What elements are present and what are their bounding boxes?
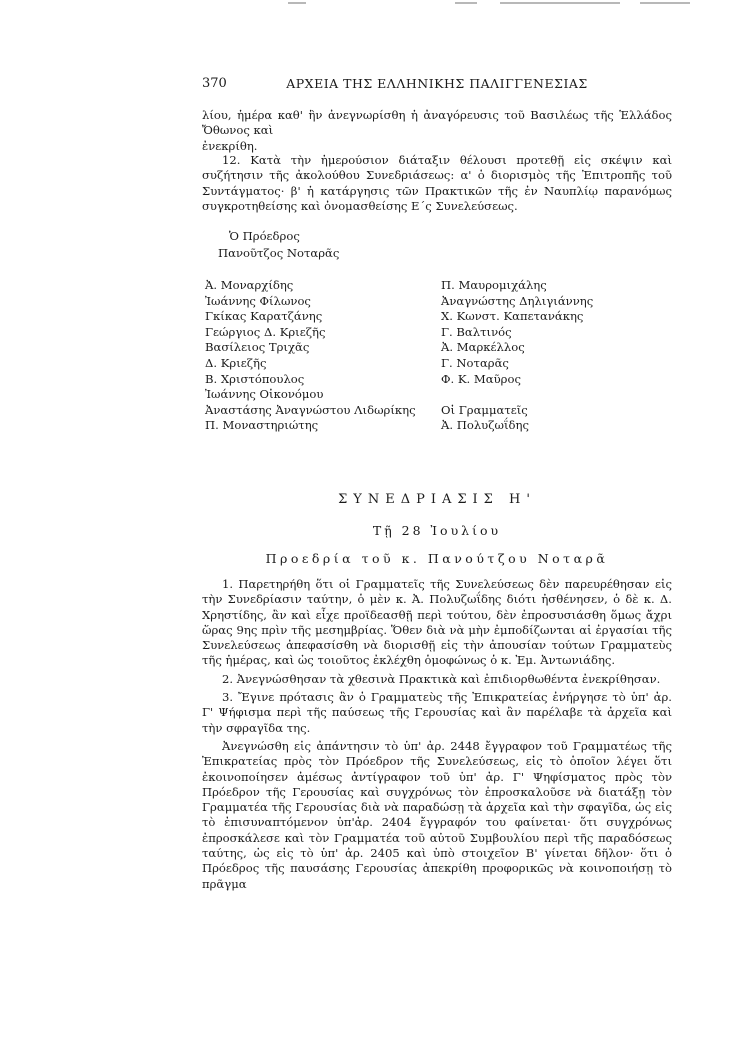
page-header xyxy=(202,76,672,94)
paragraph-1: 1. Παρετηρήθη ὅτι οἱ Γραμματεῖς τῆς Συνελεύσεως δὲν παρευρέθησαν εἰς τὴν Συνεδρίασιν ταύτην, ὁ μὲν κ. Ἀ. Πολυζωΐδης διότι ἠσθένησεν, ὁ δὲ κ. Δ. Χρηστίδης, ἂν καὶ εἶχε προϊδεασθῇ περὶ τούτου, δὲν ἐπροσυσιάσθη ὅμως ἄχρι ὥρας 9ης πρὶν τῆς μεσημβρίας. Ὅθεν διὰ νὰ μὴν ἐμποδίζωνται αἱ ἐργασίαι τῆς Συνελεύσεως ἀπεφασίσθη νὰ διορισθῇ εἰς τὴν ἀπουσίαν τούτων Γραμματεὺς τῆς ἡμέρας, καὶ ὡς τοιοῦτος ἐκλέχθη ὁμοφώνως ὁ κ. Ἐμ. Ἀντωνιάδης. xyxy=(202,577,672,668)
signatory-name: Ἀ. Μοναρχίδης xyxy=(205,278,294,292)
signatory-name: Φ. Κ. Μαῦρος xyxy=(441,371,521,386)
session-body xyxy=(202,577,672,892)
page-number: 370 xyxy=(202,76,227,91)
signatory-name: Β. Χριστόπουλος xyxy=(205,371,305,386)
signatory-name: Ἀ. Μαρκέλλος xyxy=(441,340,525,355)
signatory-name: Π. Μαυρομιχάλης xyxy=(441,278,547,292)
president-name: Πανοῦτζος Νοταρᾶς xyxy=(218,246,340,260)
signatory-name: Γ. Βαλτινός xyxy=(441,324,512,339)
signatory-name: Ἰωάννης Οἰκονόμου xyxy=(205,387,324,402)
paragraph-2: 2. Ἀνεγνώσθησαν τὰ χθεσινὰ Πρακτικὰ καὶ ἐπιδιορθωθέντα ἐνεκρίθησαν. xyxy=(222,671,661,686)
signatory-name: Βασίλειος Τριχᾶς xyxy=(205,340,310,355)
signatory-name: Γ. Νοταρᾶς xyxy=(441,355,509,370)
session-title: ΣΥΝΕΔΡΙΑΣΙΣ Η' xyxy=(338,492,536,507)
intro-continuation xyxy=(202,108,672,154)
session-date: Τῇ 28 Ἰουλίου xyxy=(372,523,502,538)
signatories-left-column xyxy=(205,278,416,434)
item-12-paragraph xyxy=(202,153,672,214)
session-presidency: Προεδρία τοῦ κ. Πανούτζου Νοταρᾶ xyxy=(265,551,609,566)
scan-edge-artifact xyxy=(0,0,744,8)
signatories-right-column xyxy=(441,278,593,434)
signatory-name: Π. Μοναστηριώτης xyxy=(205,418,319,433)
signatory-name: Ἀναγνώστης Δηλιγιάννης xyxy=(441,293,594,308)
signatory-name: Ἀ. Πολυζωΐδης xyxy=(441,418,529,433)
running-title: ΑΡΧΕΙΑ ΤΗΣ ΕΛΛΗΝΙΚΗΣ ΠΑΛΙΓΓΕΝΕΣΙΑΣ xyxy=(286,76,588,91)
signatory-name: Γεώργιος Δ. Κριεζῆς xyxy=(205,324,326,339)
signatory-name: Ἀναστάσης Ἀναγνώστου Λιδωρίκης xyxy=(205,402,416,417)
intro-line: λίου, ἡμέρα καθ' ἣν ἀνεγνωρίσθη ἡ ἀναγόρευσις τοῦ Βασιλέως τῆς Ἑλλάδος Ὄθωνος καὶ xyxy=(202,108,672,138)
signatory-name: Γκίκας Καρατζάνης xyxy=(205,309,323,324)
paragraph-3: 3. Ἔγινε πρότασις ἂν ὁ Γραμματεὺς τῆς Ἐπικρατείας ἐνήργησε τὸ ὑπ' ἀρ. Γ' Ψήφισμα περὶ τῆς παύσεως τῆς Γερουσίας καὶ ἂν παρέλαβε τὰ ἀρχεῖα καὶ τὴν σφραγῖδα της. xyxy=(202,690,672,735)
president-role: Ὁ Πρόεδρος xyxy=(229,229,300,243)
signatory-name: Δ. Κριεζῆς xyxy=(205,355,267,370)
paragraph-4: Ἀνεγνώσθη εἰς ἀπάντησιν τὸ ὑπ' ἀρ. 2448 ἔγγραφον τοῦ Γραμματέως τῆς Ἐπικρατείας πρὸς τὸν Πρόεδρον τῆς Συνελεύσεως, εἰς τὸ ὁποῖον λέγει ὅτι ἐκοινοποίησεν ἀμέσως ἀντίγραφον τοῦ ὑπ' ἀρ. Γ' Ψηφίσματος πρὸς τὸν Πρόεδρον τῆς Γερουσίας καὶ συγχρόνως τὸν ἐπροσκαλοῦσε νὰ διατάξῃ τὸν Γραμματέα τῆς Γερουσίας διὰ νὰ παραδώσῃ τὰ ἀρχεῖα καὶ τὴν σφαγῖδα, ὡς εἰς τὸ ἐπισυναπτόμενον ὑπ'ἀρ. 2404 ἔγγραφόν του φαίνεται· ὅτι συγχρόνως ἐπροσκάλεσε καὶ τὸν Γραμματέα τοῦ αὐτοῦ Συμβουλίου περὶ τῆς παραδόσεως ταύτης, ὡς εἰς τὸ ὑπ' ἀρ. 2405 καὶ ὑπὸ στοιχεῖον Β' γίνεται δῆλον· ὅτι ὁ Πρόεδρος τῆς παυσάσης Γερουσίας ἀπεκρίθη προφορικῶς νὰ κοινοποιήσῃ τὸ πρᾶγμα xyxy=(202,738,672,891)
signatory-spacer xyxy=(441,387,593,403)
secretaries-label: Οἱ Γραμματεῖς xyxy=(441,402,528,417)
item-12-text: 12. Κατὰ τὴν ἡμερούσιον διάταξιν θέλουσι προτεθῇ εἰς σκέψιν καὶ συζήτησιν τῆς ἀκολούθου Συνεδριάσεως: α' ὁ διορισμὸς τῆς Ἐπιτροπῆς τοῦ Συντάγματος· β' ἡ κατάργησις τῶν Πρακτικῶν τῆς ἐν Ναυπλίῳ παρανόμως συγκροτηθείσης καὶ ὀνομασθείσης Ε΄ς Συνελεύσεως. xyxy=(202,153,672,213)
signatory-name: Ἰωάννης Φίλωνος xyxy=(205,293,311,308)
signatory-name: Χ. Κωνστ. Καπετανάκης xyxy=(441,309,584,324)
intro-line: ἐνεκρίθη. xyxy=(202,138,258,153)
